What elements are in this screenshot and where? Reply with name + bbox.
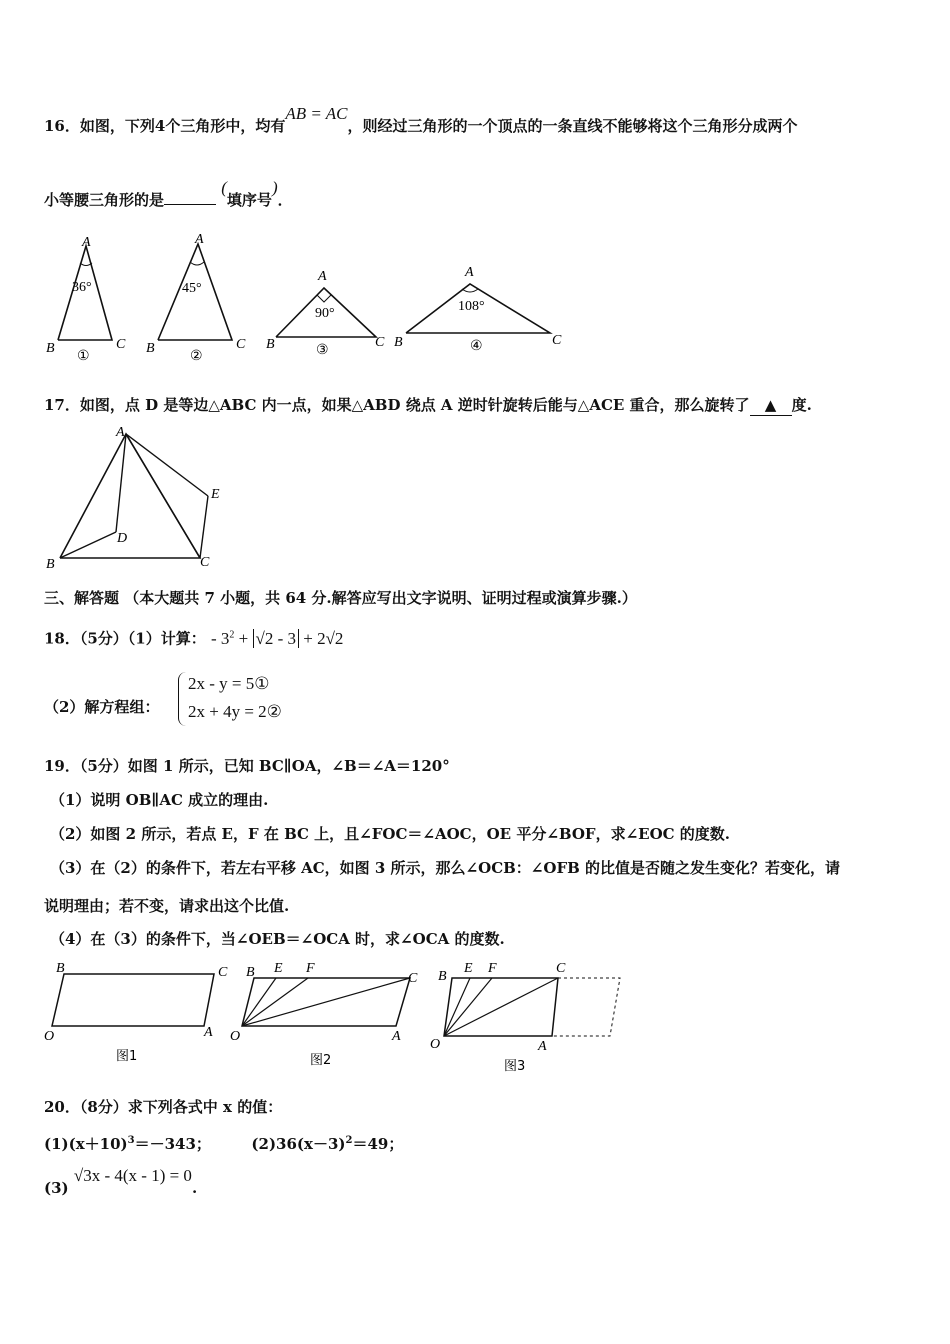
label-d: D <box>117 531 128 546</box>
label-c: C <box>200 555 210 570</box>
q18-line1: 18．（5分）（1）计算： - $3^2 + √2 - 3 + 2√2$ <box>44 628 344 648</box>
q20-head: 20．（8分）求下列各式中 x 的值： <box>44 1098 283 1116</box>
figure-3 <box>430 961 620 1074</box>
answer-blank <box>164 190 216 205</box>
triangle-1 <box>46 235 126 364</box>
angle-label: 90° <box>315 306 335 321</box>
label-b: B <box>438 969 447 984</box>
label-c: C <box>236 337 246 352</box>
label-b: B <box>394 335 403 350</box>
label-a: A <box>116 425 125 440</box>
q19-part2: （2）如图 2 所示，若点 E，F 在 BC 上，且∠FOC＝∠AOC，OE 平分∠BOF，求∠EOC 的度数. <box>50 825 731 843</box>
label-a: A <box>82 235 91 250</box>
label-o: O <box>430 1037 441 1052</box>
label-b: B <box>46 557 55 572</box>
figure-1 <box>44 961 228 1064</box>
q19-figures <box>44 960 644 1080</box>
label-a: A <box>195 232 204 247</box>
label-c: C <box>375 335 385 350</box>
q20-part1-2: $(1)(x+10)^3=-343$； $(2)36(x-3)^2=49$； <box>44 1135 404 1153</box>
angle-label: 36° <box>72 280 92 295</box>
label-e: E <box>274 961 283 976</box>
section-heading: 三、解答题 （本大题共 7 小题，共 64 分.解答应写出文字说明、证明过程或演算步骤.） <box>44 589 637 607</box>
label-b: B <box>246 965 255 980</box>
triangle-number: ② <box>190 349 203 364</box>
label-a: A <box>392 1029 401 1044</box>
q16-formula: AB = AC <box>285 104 348 123</box>
triangle-2 <box>146 232 246 364</box>
figure-2 <box>230 961 418 1068</box>
angle-label: 45° <box>182 281 202 296</box>
label-e: E <box>464 961 473 976</box>
q17-line: 17．如图，点 D 是等边△ABC 内一点，如果△ABD 绕点 A 逆时针旋转后能与△ACE 重合，那么旋转了 ▲ 度. <box>44 396 812 414</box>
answer-blank: ▲ <box>750 395 792 416</box>
q19-part3a: （3）在（2）的条件下，若左右平移 AC，如图 3 所示，那么∠OCB：∠OFB 的比值是否随之发生变化？若变化，请 <box>50 859 840 877</box>
label-o: O <box>230 1029 241 1044</box>
triangle-number: ③ <box>316 343 329 358</box>
caption-1: 图1 <box>116 1049 138 1064</box>
equation-2: 2x + 4y = 2② <box>188 702 282 721</box>
label-b: B <box>266 337 275 352</box>
triangle-number: ④ <box>470 339 483 354</box>
label-a: A <box>465 265 474 280</box>
label-c: C <box>408 971 418 986</box>
label-a: A <box>204 1025 213 1040</box>
angle-label: 108° <box>458 299 485 314</box>
triangle-number: ① <box>77 349 90 364</box>
label-f: F <box>306 961 315 976</box>
q17-figure <box>44 424 244 574</box>
label-e: E <box>211 487 220 502</box>
caption-2: 图2 <box>310 1053 332 1068</box>
label-c: C <box>556 961 566 976</box>
q20-part3: (3) √3x - 4(x - 1) = 0. <box>44 1166 198 1197</box>
triangle-4 <box>394 265 562 354</box>
q16-line2: 小等腰三角形的是 (填序号)． <box>44 178 293 209</box>
label-c: C <box>116 337 126 352</box>
label-b: B <box>146 341 155 356</box>
triangle-3 <box>266 269 385 358</box>
label-c: C <box>552 333 562 348</box>
label-b: B <box>56 961 65 976</box>
q19-head: 19．（5分）如图 1 所示，已知 BC∥OA，∠B＝∠A＝120° <box>44 757 450 775</box>
label-f: F <box>488 961 497 976</box>
label-a: A <box>318 269 327 284</box>
label-b: B <box>46 341 55 356</box>
q16-line1: 16．如图，下列4个三角形中，均有AB = AC，则经过三角形的一个顶点的一条直线不能够将这个三角形分成两个 <box>44 104 798 135</box>
equation-1: 2x - y = 5① <box>188 674 270 693</box>
q19-part1: （1）说明 OB∥AC 成立的理由. <box>50 791 269 809</box>
q18-part2: （2）解方程组： <box>44 698 160 716</box>
label-c: C <box>218 965 228 980</box>
q19-part4: （4）在（3）的条件下，当∠OEB＝∠OCA 时，求∠OCA 的度数. <box>50 930 505 948</box>
label-o: O <box>44 1029 55 1044</box>
q19-part3b: 说明理由；若不变，请求出这个比值. <box>44 897 290 915</box>
caption-3: 图3 <box>504 1059 526 1074</box>
label-a: A <box>538 1039 547 1054</box>
q16-triangles-figure <box>40 228 640 368</box>
